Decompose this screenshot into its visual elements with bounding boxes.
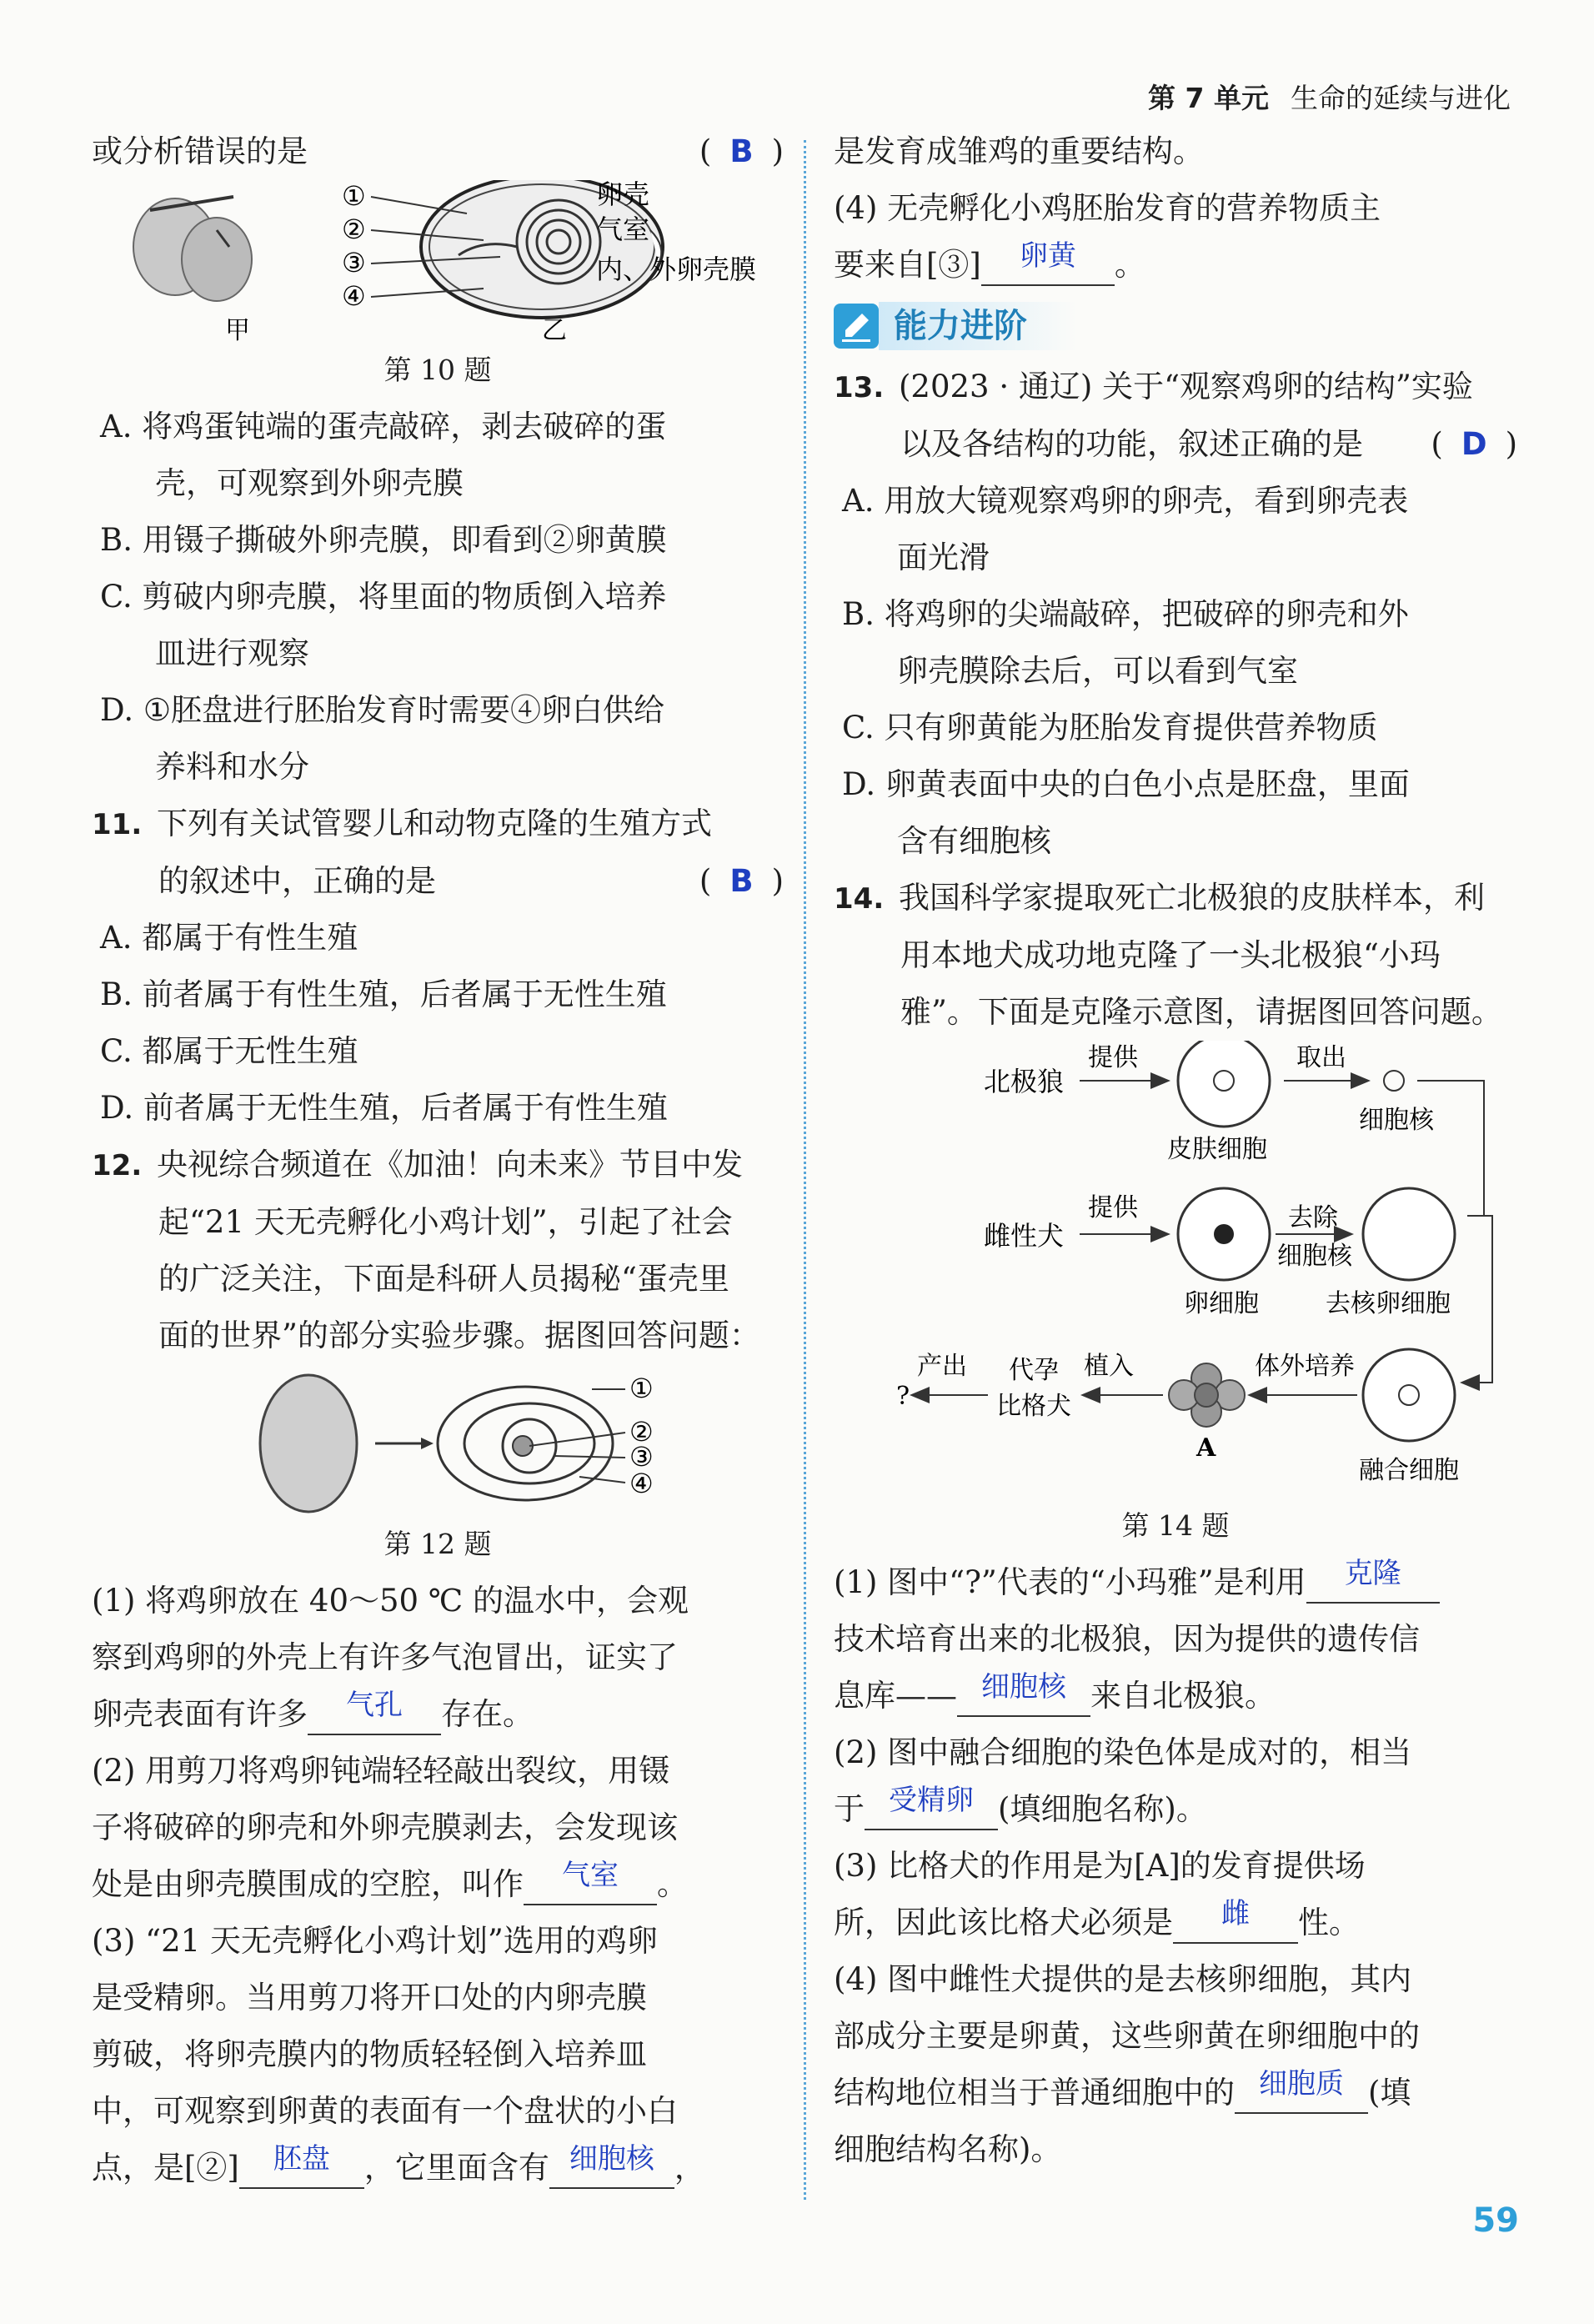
label-enucleated: 去核卵细胞 [1326, 1289, 1451, 1318]
label-remove-1: 去除 [1288, 1203, 1338, 1232]
egg-layers-diagram [92, 1364, 784, 1523]
cloning-diagram [834, 1041, 1517, 1508]
q10-stem-tail: 或分析错误的是 ( B ) [92, 123, 784, 180]
q10-fig-n4: ④ [342, 280, 366, 312]
q14-p3-line2: 所，因此该比格犬必须是 雌 性。 [834, 1895, 1517, 1951]
q12-p1-line1: (1) 将鸡卵放在 40～50 ℃ 的温水中，会观 [92, 1583, 689, 1619]
q14-blank-4: 雌 [1173, 1905, 1298, 1944]
q12-p2-line3: 处是由卵壳膜围成的空腔，叫作 气室 。 [92, 1856, 784, 1913]
q11-option-d: D. 前者属于无性生殖，后者属于有性生殖 [100, 1090, 668, 1126]
whole-egg-illustration [260, 1375, 357, 1512]
section-title: 能力进阶 [879, 302, 1077, 350]
pencil-icon [834, 304, 879, 349]
label-dog: 雌性犬 [984, 1220, 1065, 1252]
q14-p1-line3: 息库—— 细胞核 来自北极狼。 [834, 1668, 1517, 1724]
left-column [92, 123, 784, 2196]
q12-p4-line2: 要来自[③] 卵黄 。 [834, 237, 1517, 294]
q12-fig-n1: ① [629, 1373, 654, 1404]
label-takeout: 取出 [1296, 1043, 1346, 1072]
label-nucleus: 细胞核 [1359, 1106, 1434, 1135]
q14-p2-line1: (2) 图中融合细胞的染色体是成对的，相当 [834, 1734, 1412, 1770]
label-surrogate-1: 代孕 [1009, 1356, 1059, 1385]
q13-option-d: D. 卵黄表面中央的白色小点是胚盘，里面 含有细胞核 [842, 766, 1410, 859]
q10-fig-shell: 卵壳 [596, 180, 650, 210]
enucleated-egg-cell [1363, 1188, 1455, 1280]
q12-blank-3: 胚盘 [239, 2150, 364, 2189]
label-remove-2: 细胞核 [1277, 1242, 1352, 1271]
label-surrogate-2: 比格犬 [996, 1392, 1071, 1421]
q11-number: 11. [92, 808, 143, 841]
label-implant: 植入 [1084, 1352, 1134, 1381]
q14-p2-line2: 于 受精卵 (填细胞名称)。 [834, 1781, 1517, 1838]
q10-caption: 第 10 题 [383, 354, 492, 386]
label-fused-cell: 融合细胞 [1359, 1456, 1459, 1485]
q12-blank-5: 卵黄 [981, 247, 1115, 286]
fused-cell [1363, 1349, 1455, 1441]
q14-figure [834, 1041, 1517, 1508]
q12-number: 12. [92, 1149, 143, 1182]
q12-caption: 第 12 题 [383, 1528, 492, 1560]
q12-figure [92, 1364, 784, 1523]
q10-answer: ( B ) [699, 133, 784, 169]
right-column [834, 123, 1517, 2178]
q14-p4-line3: 结构地位相当于普通细胞中的 细胞质 (填 [834, 2065, 1517, 2121]
label-A: A [1196, 1433, 1216, 1463]
q12-fig-n3: ③ [629, 1441, 654, 1473]
q12: 12. 央视综合频道在《加油！向未来》节目中发 起“21 天无壳孵化小鸡计划”，引起了社会 的广泛关注，下面是科研人员揭秘“蛋壳里 面的世界”的部分实验步骤。据图回答问题： [92, 1137, 784, 1364]
q12-p3-line1: (3) “21 天无壳孵化小鸡计划”选用的鸡卵 [92, 1923, 658, 1959]
q12-p3-line3: 剪破，将卵壳膜内的物质轻轻倒入培养皿 [92, 2036, 647, 2072]
q10-fig-jia: 甲 [225, 316, 250, 345]
q10-option-a: A. 将鸡蛋钝端的蛋壳敲碎，剥去破碎的蛋 壳，可观察到外卵壳膜 [100, 409, 667, 501]
q10-option-b: B. 用镊子撕破外卵壳膜，即看到②卵黄膜 [100, 522, 667, 558]
q14: 14. 我国科学家提取死亡北极狼的皮肤样本，利 用本地犬成功地克隆了一头北极狼“小玛 雅”。下面是克隆示意图，请据图回答问题。 [834, 870, 1517, 1041]
label-wolf: 北极狼 [984, 1066, 1065, 1097]
opened-eggs-illustration [133, 197, 252, 301]
q14-blank-1: 克隆 [1306, 1564, 1440, 1604]
page-header [1148, 77, 1511, 116]
q11-option-c: C. 都属于无性生殖 [100, 1033, 358, 1069]
q14-p3-line1: (3) 比格犬的作用是为[A]的发育提供场 [834, 1848, 1366, 1884]
q12-blank-4: 细胞核 [549, 2150, 674, 2189]
label-provide-2: 提供 [1088, 1193, 1138, 1222]
q10-fig-yi: 乙 [542, 316, 567, 345]
q10-fig-n1: ① [342, 180, 366, 212]
q10-fig-membrane: 内、外卵壳膜 [596, 253, 757, 285]
q12-p3-line5: 点，是[②] 胚盘 ，它里面含有 细胞核 ， [92, 2140, 784, 2196]
section-heading [834, 302, 1517, 350]
label-skin-cell: 皮肤细胞 [1167, 1135, 1267, 1164]
q14-caption: 第 14 题 [1121, 1509, 1230, 1542]
q12-fig-n2: ② [629, 1416, 654, 1448]
q12-p2-line2: 子将破碎的卵壳和外卵壳膜剥去，会发现该 [92, 1810, 678, 1845]
q14-p4-line2: 部成分主要是卵黄，这些卵黄在卵细胞中的 [834, 2018, 1420, 2054]
q13-answer: ( D ) [1431, 426, 1517, 462]
q12-p1-line3: 卵壳表面有许多 气孔 存在。 [92, 1686, 784, 1743]
q13-number: 13. [834, 371, 885, 404]
egg-structure-diagram [92, 180, 784, 350]
q13-option-c: C. 只有卵黄能为胚胎发育提供营养物质 [842, 710, 1378, 745]
q12-p3-line2: 是受精卵。当用剪刀将开口处的内卵壳膜 [92, 1980, 647, 2015]
q12-p2-line1: (2) 用剪刀将鸡卵钝端轻轻敲出裂纹，用镊 [92, 1753, 670, 1789]
q14-p1-line2: 技术培育出来的北极狼，因为提供的遗传信 [834, 1621, 1420, 1657]
q14-p4-line4: 细胞结构名称)。 [834, 2131, 1062, 2167]
q11-answer: ( B ) [699, 863, 784, 899]
label-provide-1: 提供 [1088, 1043, 1138, 1072]
q10-fig-air: 气室 [596, 213, 650, 245]
column-divider [804, 140, 806, 2200]
unit-label: 第 7 单元 [1148, 82, 1269, 114]
q14-p1-line1: (1) 图中“?”代表的“小玛雅”是利用 克隆 [834, 1554, 1517, 1611]
q11-option-a: A. 都属于有性生殖 [100, 920, 358, 956]
q14-blank-2: 细胞核 [957, 1678, 1090, 1717]
label-question: ? [896, 1382, 910, 1411]
q12-p3-line6: 是发育成雏鸡的重要结构。 [834, 133, 1204, 169]
q10-option-d: D. ①胚盘进行胚胎发育时需要④卵白供给 养料和水分 [100, 692, 665, 785]
q10-fig-n2: ② [342, 213, 366, 245]
q12-p1-line2: 察到鸡卵的外壳上有许多气泡冒出，证实了 [92, 1639, 678, 1675]
q14-blank-3: 受精卵 [865, 1791, 998, 1830]
q12-fig-n4: ④ [629, 1468, 654, 1499]
label-egg-cell: 卵细胞 [1184, 1289, 1259, 1318]
q10-figure [92, 180, 784, 350]
q11: 11. 下列有关试管婴儿和动物克隆的生殖方式 的叙述中，正确的是 ( B ) [92, 796, 784, 910]
q13-option-b: B. 将鸡卵的尖端敲碎，把破碎的卵壳和外 卵壳膜除去后，可以看到气室 [842, 596, 1409, 689]
chapter-title: 生命的延续与进化 [1291, 82, 1511, 114]
label-culture: 体外培养 [1255, 1352, 1355, 1381]
q12-p3-line4: 中，可观察到卵黄的表面有一个盘状的小白 [92, 2093, 678, 2129]
q14-number: 14. [834, 882, 885, 916]
label-produce: 产出 [917, 1352, 967, 1381]
q11-option-b: B. 前者属于有性生殖，后者属于无性生殖 [100, 976, 667, 1012]
nucleus-shape [1384, 1071, 1404, 1091]
embryo-A [1169, 1363, 1245, 1427]
skin-cell [1178, 1041, 1270, 1127]
q10-option-c: C. 剪破内卵壳膜，将里面的物质倒入培养 皿进行观察 [100, 579, 667, 671]
q14-blank-5: 细胞质 [1235, 2075, 1368, 2114]
q12-blank-2: 气室 [524, 1866, 657, 1905]
q12-blank-1: 气孔 [308, 1696, 441, 1735]
q10-fig-n3: ③ [342, 247, 366, 279]
q13-option-a: A. 用放大镜观察鸡卵的卵壳，看到卵壳表 面光滑 [842, 483, 1409, 575]
q13: 13. (2023 · 通辽) 关于“观察鸡卵的结构”实验 以及各结构的功能，叙述正确的是 ( D ) [834, 359, 1517, 473]
q14-p4-line1: (4) 图中雌性犬提供的是去核卵细胞，其内 [834, 1961, 1412, 1997]
page-number: 59 [1472, 2201, 1519, 2240]
q12-p4-line1: (4) 无壳孵化小鸡胚胎发育的营养物质主 [834, 190, 1381, 226]
